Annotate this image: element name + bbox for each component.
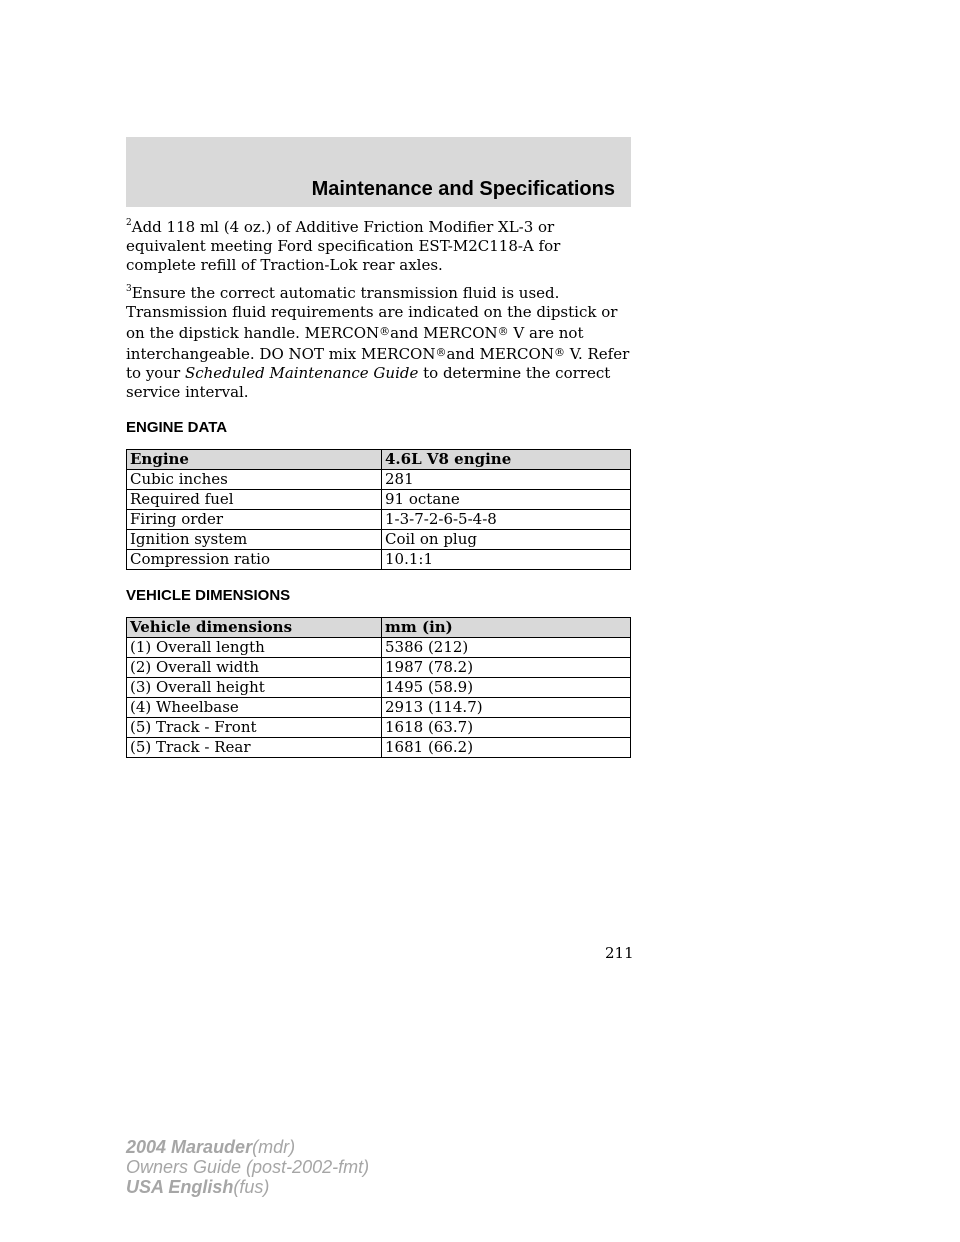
table-row — [127, 678, 631, 698]
table-cell: Required fuel — [127, 490, 382, 510]
table-row — [127, 550, 631, 570]
footnote-3 — [126, 284, 631, 402]
table-cell: Compression ratio — [127, 550, 382, 570]
footnote-marker: 2 — [126, 218, 132, 228]
registered-mark: ® — [435, 346, 447, 359]
table-cell: (5) Track - Front — [127, 718, 382, 738]
table-header-cell: 4.6L V8 engine — [382, 450, 631, 470]
registered-mark: ® — [553, 346, 565, 359]
table-row — [127, 530, 631, 550]
table-header-cell: Engine — [127, 450, 382, 470]
table-cell: 281 — [382, 470, 631, 490]
registered-mark: ® — [497, 325, 509, 338]
document-footer — [126, 1137, 369, 1197]
footnote-text: Ensure the correct automatic transmission fluid is used. Transmission fluid requirements are indicated on the dipstick or on the dipstick handle. MERCON — [126, 284, 618, 342]
table-cell: 2913 (114.7) — [382, 698, 631, 718]
section-title: Maintenance and Specifications — [311, 178, 615, 200]
table-row — [127, 510, 631, 530]
footnote-text: to determine the correct service interval. — [126, 364, 611, 401]
table-cell: (2) Overall width — [127, 658, 382, 678]
table-header-row — [127, 450, 631, 470]
table-row — [127, 718, 631, 738]
footer-model: 2004 Marauder — [126, 1137, 253, 1157]
table-cell: 1-3-7-2-6-5-4-8 — [382, 510, 631, 530]
table-cell: (4) Wheelbase — [127, 698, 382, 718]
footnote-text: V are not interchangeable. DO NOT mix MERCON — [126, 324, 584, 363]
engine-data-table — [126, 449, 631, 570]
table-row — [127, 638, 631, 658]
footer-code: (mdr) — [252, 1137, 296, 1157]
table-row — [127, 490, 631, 510]
table-header-row — [127, 618, 631, 638]
table-cell: Cubic inches — [127, 470, 382, 490]
table-cell: 10.1:1 — [382, 550, 631, 570]
header-band — [126, 137, 631, 207]
table-cell: Firing order — [127, 510, 382, 530]
vehicle-dimensions-table — [126, 617, 631, 758]
table-cell: 1681 (66.2) — [382, 738, 631, 758]
table-cell: 1495 (58.9) — [382, 678, 631, 698]
footer-line — [126, 1137, 369, 1157]
table-cell: Ignition system — [127, 530, 382, 550]
footnote-text: and MERCON — [446, 345, 554, 363]
table-row — [127, 658, 631, 678]
table-cell: (3) Overall height — [127, 678, 382, 698]
registered-mark: ® — [379, 325, 391, 338]
guide-title: Scheduled Maintenance Guide — [184, 364, 419, 382]
table-cell: 5386 (212) — [382, 638, 631, 658]
table-row — [127, 470, 631, 490]
footnote-text: and MERCON — [390, 324, 498, 342]
page-number: 211 — [605, 944, 634, 962]
footnote-marker: 3 — [126, 284, 132, 294]
footer-line — [126, 1177, 369, 1197]
table-cell: 1618 (63.7) — [382, 718, 631, 738]
table-cell: 1987 (78.2) — [382, 658, 631, 678]
table-row — [127, 738, 631, 758]
table-cell: (1) Overall length — [127, 638, 382, 658]
footnote-2 — [126, 218, 631, 275]
footer-language: USA English — [126, 1177, 234, 1197]
page-content — [126, 218, 631, 758]
engine-data-heading: ENGINE DATA — [126, 419, 228, 436]
table-row — [127, 698, 631, 718]
table-cell: (5) Track - Rear — [127, 738, 382, 758]
table-cell: Coil on plug — [382, 530, 631, 550]
footnote-text: V. Refer to your — [126, 345, 630, 382]
footer-line: Owners Guide (post-2002-fmt) — [126, 1157, 370, 1177]
footnote-text: Add 118 ml (4 oz.) of Additive Friction Modifier XL-3 or equivalent meeting Ford specification EST-M2C118-A for complete refill of Traction-Lok rear axles. — [126, 218, 561, 274]
table-cell: 91 octane — [382, 490, 631, 510]
vehicle-dimensions-heading: VEHICLE DIMENSIONS — [126, 587, 291, 604]
table-header-cell: Vehicle dimensions — [127, 618, 382, 638]
table-header-cell: mm (in) — [382, 618, 631, 638]
footer-code: (fus) — [233, 1177, 270, 1197]
